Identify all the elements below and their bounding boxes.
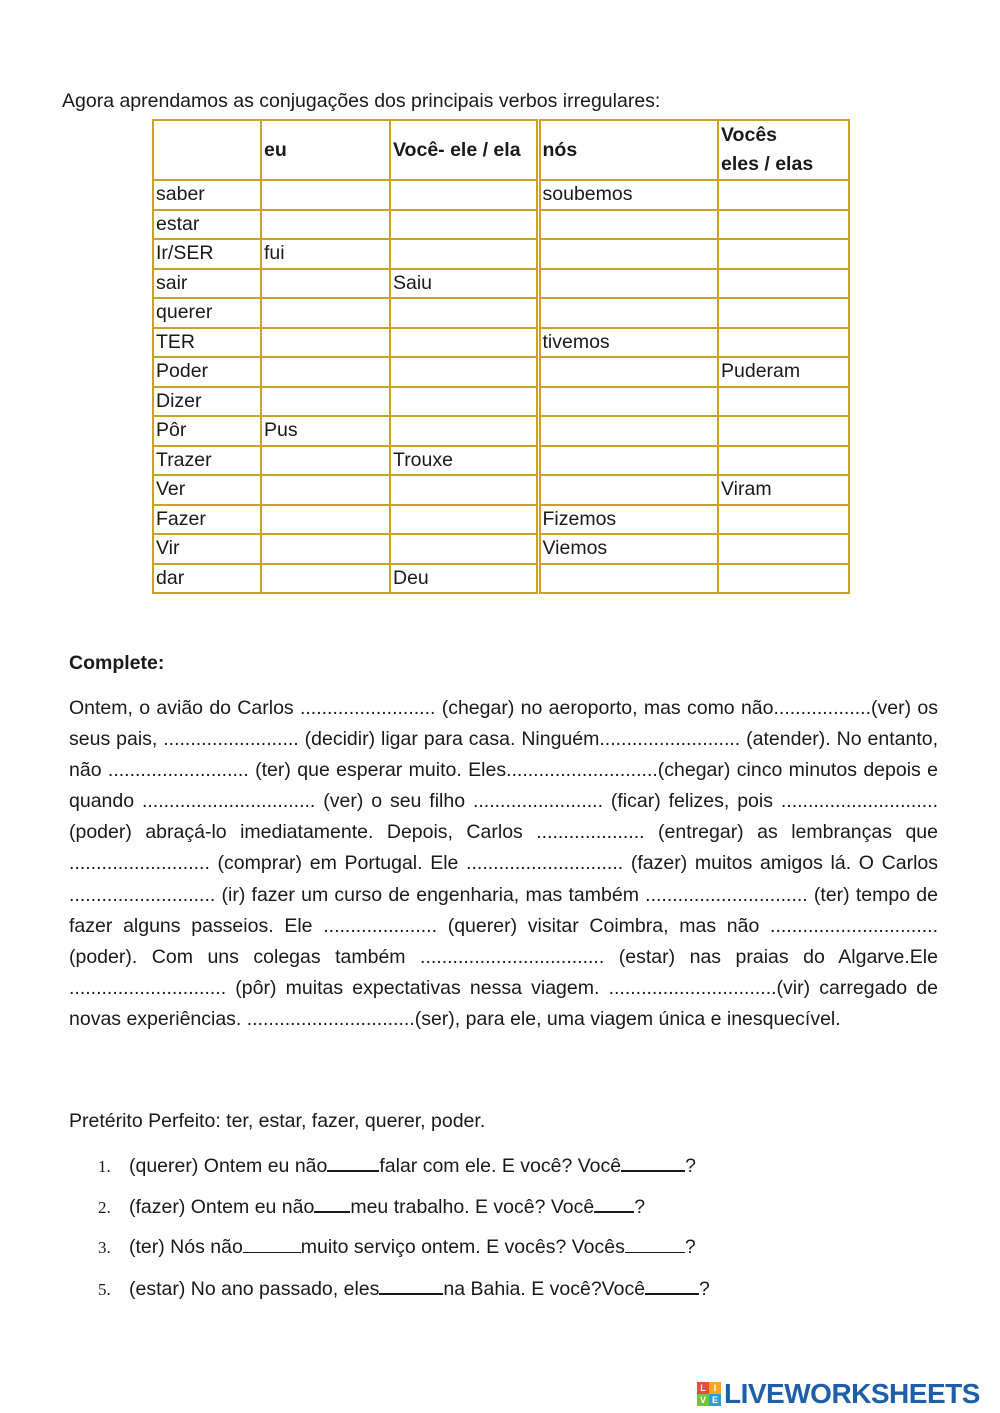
preterito-perfeito-title: Pretérito Perfeito: ter, estar, fazer, querer, poder. <box>69 1110 486 1132</box>
exercise-item <box>69 1234 710 1275</box>
conjugation-cell[interactable] <box>538 239 718 269</box>
conjugation-cell[interactable] <box>261 505 390 535</box>
exercise-text-c: ? <box>684 1236 696 1258</box>
conjugation-table <box>152 119 850 594</box>
conjugation-cell[interactable] <box>718 446 849 476</box>
answer-blank[interactable] <box>594 1193 634 1213</box>
conjugation-cell[interactable] <box>718 180 849 210</box>
conjugation-cell[interactable] <box>718 387 849 417</box>
verb-cell: Dizer <box>153 387 261 417</box>
table-row <box>153 387 849 417</box>
exercise-text-b: muito serviço ontem. E vocês? Vocês <box>300 1236 625 1258</box>
answer-blank[interactable] <box>645 1275 699 1295</box>
conjugation-cell[interactable]: Saiu <box>390 269 538 299</box>
conjugation-cell[interactable] <box>261 475 390 505</box>
verb-cell: Trazer <box>153 446 261 476</box>
conjugation-cell[interactable] <box>718 239 849 269</box>
verb-cell: Poder <box>153 357 261 387</box>
verb-cell: Ir/SER <box>153 239 261 269</box>
logo-letter: E <box>709 1394 721 1406</box>
exercise-text-a: (querer) Ontem eu não <box>129 1155 328 1177</box>
conjugation-cell[interactable] <box>390 416 538 446</box>
complete-title: Complete: <box>69 652 165 674</box>
logo-letter: L <box>697 1382 709 1394</box>
exercise-item <box>69 1152 710 1193</box>
verb-cell: TER <box>153 328 261 358</box>
answer-blank[interactable] <box>243 1234 301 1253</box>
conjugation-cell[interactable] <box>718 269 849 299</box>
table-row <box>153 210 849 240</box>
answer-blank[interactable] <box>379 1275 443 1295</box>
table-row <box>153 475 849 505</box>
exercise-list <box>69 1152 710 1316</box>
exercise-text-b: falar com ele. E você? Você <box>379 1155 622 1177</box>
answer-blank[interactable] <box>625 1234 685 1253</box>
verb-cell: Ver <box>153 475 261 505</box>
table-row <box>153 564 849 594</box>
table-row <box>153 269 849 299</box>
conjugation-cell[interactable] <box>390 387 538 417</box>
exercise-number: 3. <box>98 1238 111 1257</box>
verb-cell: estar <box>153 210 261 240</box>
liveworksheets-logo-icon <box>697 1382 721 1406</box>
conjugation-cell[interactable] <box>718 328 849 358</box>
table-row <box>153 416 849 446</box>
conjugation-cell[interactable] <box>538 387 718 417</box>
header-eles-elas: eles / elas <box>721 153 814 175</box>
exercise-item <box>69 1275 710 1316</box>
conjugation-cell[interactable] <box>538 416 718 446</box>
conjugation-cell[interactable]: Viemos <box>538 534 718 564</box>
table-row <box>153 298 849 328</box>
conjugation-cell[interactable] <box>718 534 849 564</box>
conjugation-cell[interactable] <box>538 269 718 299</box>
exercise-text-b: na Bahia. E você?Você <box>443 1278 646 1300</box>
exercise-number: 1. <box>98 1157 111 1176</box>
conjugation-cell[interactable] <box>261 357 390 387</box>
conjugation-cell[interactable]: soubemos <box>538 180 718 210</box>
verb-cell: Fazer <box>153 505 261 535</box>
conjugation-cell[interactable] <box>718 298 849 328</box>
exercise-text-c: ? <box>699 1278 710 1300</box>
header-voces-eles-elas <box>718 120 849 180</box>
verb-cell: Vir <box>153 534 261 564</box>
conjugation-cell[interactable] <box>538 210 718 240</box>
exercise-text-b: meu trabalho. E você? Você <box>350 1196 595 1218</box>
conjugation-cell[interactable] <box>718 564 849 594</box>
exercise-number: 5. <box>98 1280 111 1299</box>
conjugation-cell[interactable]: Pus <box>261 416 390 446</box>
table-row <box>153 505 849 535</box>
conjugation-cell[interactable] <box>261 387 390 417</box>
conjugation-cell[interactable] <box>261 210 390 240</box>
logo-letter: I <box>709 1382 721 1394</box>
header-nos: nós <box>538 120 718 180</box>
liveworksheets-logo-text: LIVEWORKSHEETS <box>724 1378 980 1409</box>
conjugation-cell[interactable] <box>390 505 538 535</box>
table-row <box>153 180 849 210</box>
table-header-row <box>153 120 849 180</box>
conjugation-cell[interactable] <box>538 357 718 387</box>
answer-blank[interactable] <box>327 1152 379 1172</box>
answer-blank[interactable] <box>314 1193 350 1213</box>
conjugation-cell[interactable] <box>261 564 390 594</box>
header-verb <box>153 120 261 180</box>
conjugation-cell[interactable]: Deu <box>390 564 538 594</box>
conjugation-cell[interactable] <box>261 298 390 328</box>
conjugation-cell[interactable] <box>261 328 390 358</box>
conjugation-cell[interactable]: Puderam <box>718 357 849 387</box>
logo-letter: V <box>697 1394 709 1406</box>
conjugation-cell[interactable] <box>261 534 390 564</box>
verb-cell: dar <box>153 564 261 594</box>
conjugation-cell[interactable] <box>538 475 718 505</box>
conjugation-cell[interactable]: fui <box>261 239 390 269</box>
verb-cell: querer <box>153 298 261 328</box>
table-row <box>153 328 849 358</box>
exercise-text-a: (estar) No ano passado, eles <box>129 1278 380 1300</box>
table-row <box>153 446 849 476</box>
header-voces: Vocês <box>721 124 778 146</box>
conjugation-cell[interactable] <box>261 446 390 476</box>
conjugation-cell[interactable]: Fizemos <box>538 505 718 535</box>
liveworksheets-logo <box>697 1378 980 1410</box>
exercise-text-c: ? <box>634 1196 646 1218</box>
conjugation-cell[interactable] <box>718 505 849 535</box>
conjugation-cell[interactable] <box>390 210 538 240</box>
conjugation-cell[interactable] <box>718 416 849 446</box>
table-row <box>153 239 849 269</box>
exercise-text-c: ? <box>685 1155 696 1177</box>
header-voce-ele-ela: Você- ele / ela <box>390 120 538 180</box>
intro-text: Agora aprendamos as conjugações dos principais verbos irregulares: <box>62 90 661 112</box>
conjugation-cell[interactable] <box>261 180 390 210</box>
verb-cell: Pôr <box>153 416 261 446</box>
conjugation-cell[interactable]: Trouxe <box>390 446 538 476</box>
conjugation-cell[interactable] <box>538 446 718 476</box>
conjugation-cell[interactable] <box>390 328 538 358</box>
verb-cell: sair <box>153 269 261 299</box>
conjugation-cell[interactable] <box>390 534 538 564</box>
conjugation-cell[interactable]: Viram <box>718 475 849 505</box>
conjugation-cell[interactable] <box>390 475 538 505</box>
conjugation-cell[interactable] <box>390 298 538 328</box>
exercise-text-a: (fazer) Ontem eu não <box>129 1196 315 1218</box>
conjugation-cell[interactable]: tivemos <box>538 328 718 358</box>
conjugation-cell[interactable] <box>390 239 538 269</box>
table-row <box>153 357 849 387</box>
conjugation-cell[interactable] <box>261 269 390 299</box>
conjugation-cell[interactable] <box>718 210 849 240</box>
conjugation-cell[interactable] <box>390 180 538 210</box>
exercise-number: 2. <box>98 1198 111 1217</box>
verb-cell: saber <box>153 180 261 210</box>
answer-blank[interactable] <box>621 1152 685 1172</box>
exercise-item <box>69 1193 710 1234</box>
table-row <box>153 534 849 564</box>
conjugation-cell[interactable] <box>538 564 718 594</box>
header-eu: eu <box>261 120 390 180</box>
conjugation-cell[interactable] <box>390 357 538 387</box>
conjugation-cell[interactable] <box>538 298 718 328</box>
exercise-text-a: (ter) Nós não <box>129 1236 243 1258</box>
complete-paragraph: Ontem, o avião do Carlos ......................... (chegar) no aeroporto, mas como não..................(ver) os seus pais, ......................... (decidir) ligar para casa. Ninguém.......................... (atender). No entanto, não .......................... (ter) que esperar muito. Eles............................(chegar) cinco minutos depois e quando ................................ (ver) o seu filho ........................ (ficar) felizes, pois .............................(poder) abraçá-lo imediatamente. Depois, Carlos .................... (entregar) as lembranças que .......................... (comprar) em Portugal. Ele ............................. (fazer) muitos amigos lá. O Carlos ........................... (ir) fazer um curso de engenharia, mas também .............................. (ter) tempo de fazer alguns passeios. Ele ..................... (querer) visitar Coimbra, mas não ............................... (poder). Com uns colegas também .................................. (estar) nas praias do Algarve.Ele ............................. (pôr) muitas expectativas nessa viagem. ...............................(vir) carregado de novas experiências. ...............................(ser), para ele, uma viagem única e inesquecível. <box>69 697 938 1030</box>
